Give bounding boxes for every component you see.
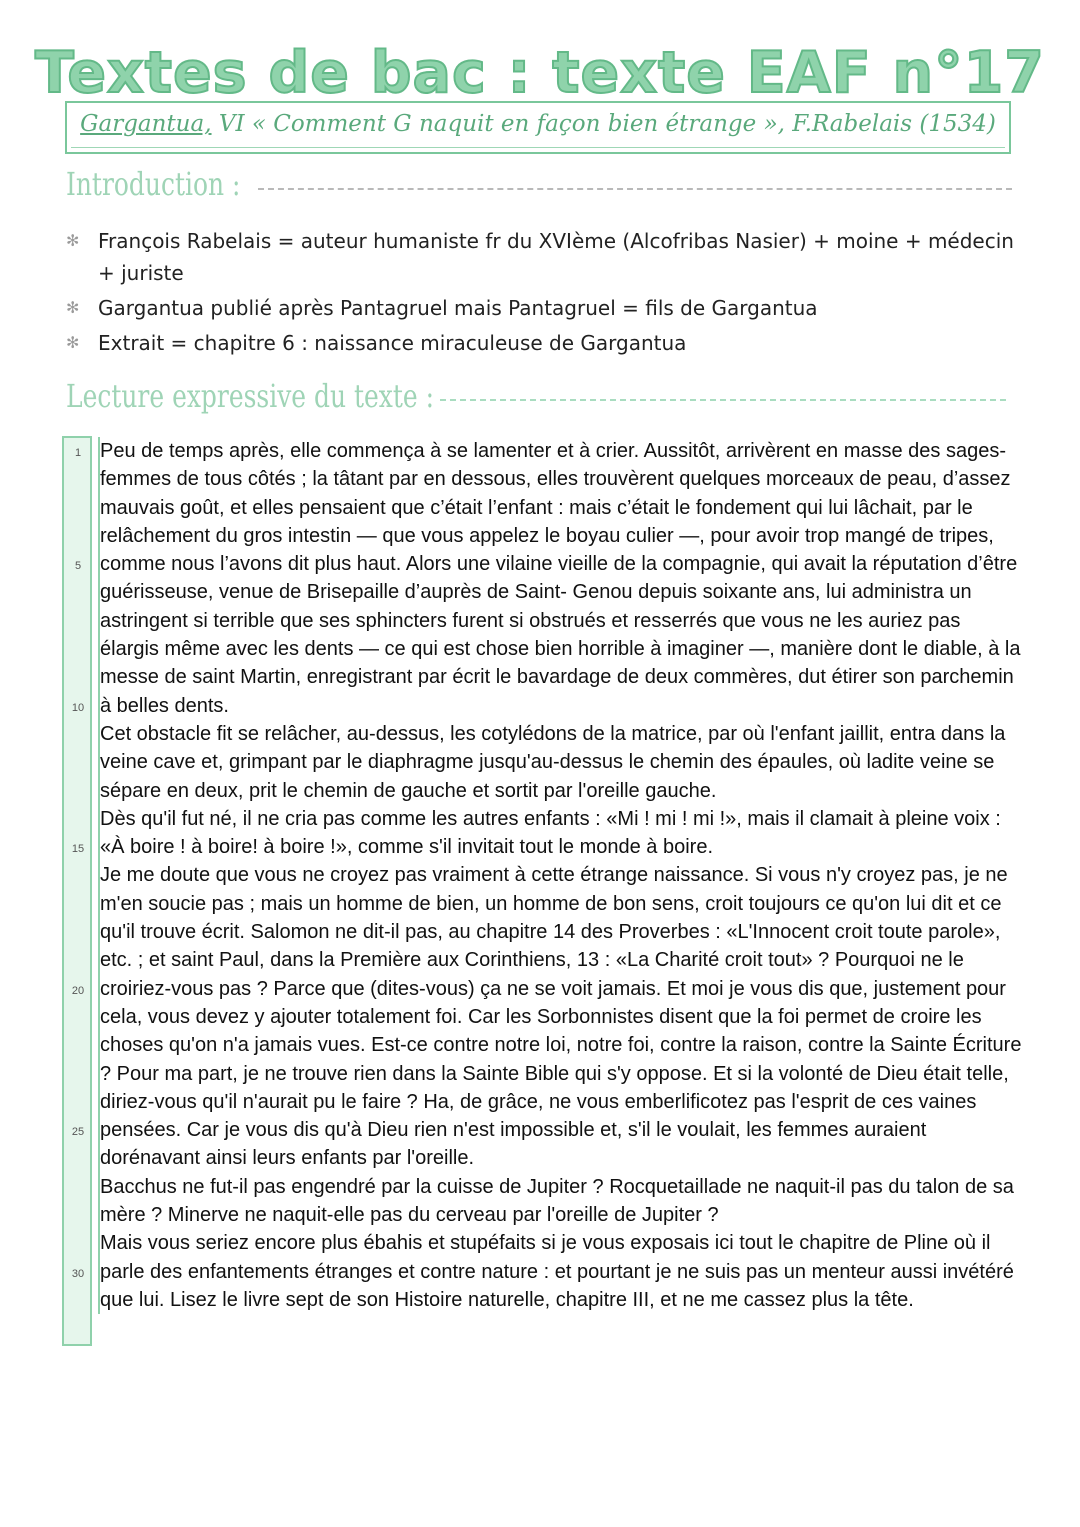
asterisk-bullet-icon: ✻ xyxy=(66,333,80,352)
excerpt-paragraph: Mais vous seriez encore plus ébahis et stupéfaits si je vous exposais ici tout le chapitre de Pline où il parle des enfantements étranges et contre nature : et pourtant je ne suis pas un menteur aussi invétéré que lui. Lisez le livre sept de son Histoire naturelle, chapitre III, et ne me cassez plus la tête. xyxy=(100,1232,1014,1311)
page-title: Textes de bac : texte EAF n°17 xyxy=(35,40,1045,106)
line-number: 30 xyxy=(71,1268,85,1280)
excerpt-paragraph: Cet obstacle fit se relâcher, au-dessus, les cotylédons de la matrice, par où l'enfant jaillit, entra dans la veine cave et, grimpant par le diaphragme jusqu'au-dessus le chemin des épaules, où ladite veine se sépare en deux, prit le chemin de gauche et sortit par l'oreille gauche. xyxy=(100,722,1006,802)
line-number: 20 xyxy=(71,985,85,997)
line-number: 5 xyxy=(74,560,82,572)
subtitle xyxy=(67,111,1009,137)
list-item xyxy=(62,225,1022,289)
lecture-divider xyxy=(440,399,1006,401)
excerpt-text xyxy=(98,437,1024,1314)
excerpt-paragraph: Dès qu'il fut né, il ne cria pas comme les autres enfants : «Mi ! mi ! mi !», mais il clamait à pleine voix : «À boire ! à boire! à boire !», comme s'il invitait tout le monde à boire. xyxy=(100,807,1001,859)
introduction-list xyxy=(62,225,1022,362)
list-item-text: Extrait = chapitre 6 : naissance miraculeuse de Gargantua xyxy=(98,331,687,355)
subtitle-rest: VI « Comment G naquit en façon bien étrange », F.Rabelais (1534) xyxy=(218,111,996,137)
line-number: 25 xyxy=(71,1126,85,1138)
list-item xyxy=(62,292,1022,324)
list-item-text: François Rabelais = auteur humaniste fr du XVIème (Alcofribas Nasier) + moine + médecin + juriste xyxy=(98,229,1014,285)
subtitle-box xyxy=(65,101,1011,154)
asterisk-bullet-icon: ✻ xyxy=(66,231,80,250)
asterisk-bullet-icon: ✻ xyxy=(66,298,80,317)
list-item xyxy=(62,327,1022,359)
line-number: 15 xyxy=(71,843,85,855)
lecture-heading: Lecture expressive du texte : xyxy=(66,377,435,415)
excerpt-paragraph: Je me doute que vous ne croyez pas vraiment à cette étrange naissance. Si vous n'y croyez pas, je ne m'en soucie pas ; mais un homme de bien, un homme de bon sens, croit toujours ce qu'on lui dit et ce qu'il trouve écrit. Salomon ne dit-il pas, au chapitre 14 des Proverbes : «L'Innocent croit toute parole», etc. ; et saint Paul, dans la Première aux Corinthiens, 13 : «La Charité croit tout» ? Pourquoi ne le croiriez-vous pas ? Parce que (dites-vous) ça ne se voit jamais. Et moi je vous dis que, justement pour cela, vous devez y ajouter totalement foi. Car les Sorbonnistes disent que la foi permet de croire les choses qu'on n'a jamais vues. Est-ce contre notre loi, notre foi, contre la raison, contre la Sainte Écriture ? Pour ma part, je ne trouve rien dans la Sainte Bible qui s'y oppose. Et si la volonté de Dieu était telle, diriez-vous qu'il n'aurait pu le faire ? Ha, de grâce, ne vous emberlificotez pas l'esprit de ces vaines pensées. Car je vous dis qu'à Dieu rien n'est impossible et, s'il le voulait, les femmes auraient dorénavant ainsi leurs enfants par l'oreille. xyxy=(100,864,1022,1170)
line-number-gutter xyxy=(62,436,92,1346)
text-frame xyxy=(62,436,1022,1346)
excerpt-paragraph: Peu de temps après, elle commença à se lamenter et à crier. Aussitôt, arrivèrent en masse des sages-femmes de tous côtés ; la tâtant par en dessous, elles trouvèrent quelques morceaux de peau, d’assez mauvais goût, et elles pensaient que c’était l’enfant : mais c’était le fondement qui lui lâchait, par le relâchement du gros intestin — que vous appelez le boyau culier —, pour avoir trop mangé de tripes, comme nous l’avons dit plus haut. Alors une vilaine vieille de la compagnie, qui avait la réputation d’être guérisseuse, venue de Brisepaille d’auprès de Saint- Genou depuis soixante ans, lui administra un astringent si terrible que ses sphincters furent si obstrués et resserrés que vous ne les auriez pas élargis même avec les dents — ce qui est chose bien horrible à imaginer —, manière dont le diable, à la messe de saint Martin, enregistrant par écrit le bavardage de deux commères, dut étirer son parchemin à belles dents. xyxy=(100,440,1021,717)
introduction-heading: Introduction : xyxy=(66,165,241,203)
line-number: 1 xyxy=(74,447,82,459)
list-item-text: Gargantua publié après Pantagruel mais Pantagruel = fils de Gargantua xyxy=(98,296,818,320)
subtitle-work: Gargantua, xyxy=(80,111,212,137)
excerpt-paragraph: Bacchus ne fut-il pas engendré par la cuisse de Jupiter ? Rocquetaillade ne naquit-il pas du talon de sa mère ? Minerve ne naquit-elle pas du cerveau par l'oreille de Jupiter ? xyxy=(100,1175,1014,1227)
line-number: 10 xyxy=(71,702,85,714)
subtitle-underline xyxy=(71,147,1005,148)
introduction-divider xyxy=(258,188,1012,190)
